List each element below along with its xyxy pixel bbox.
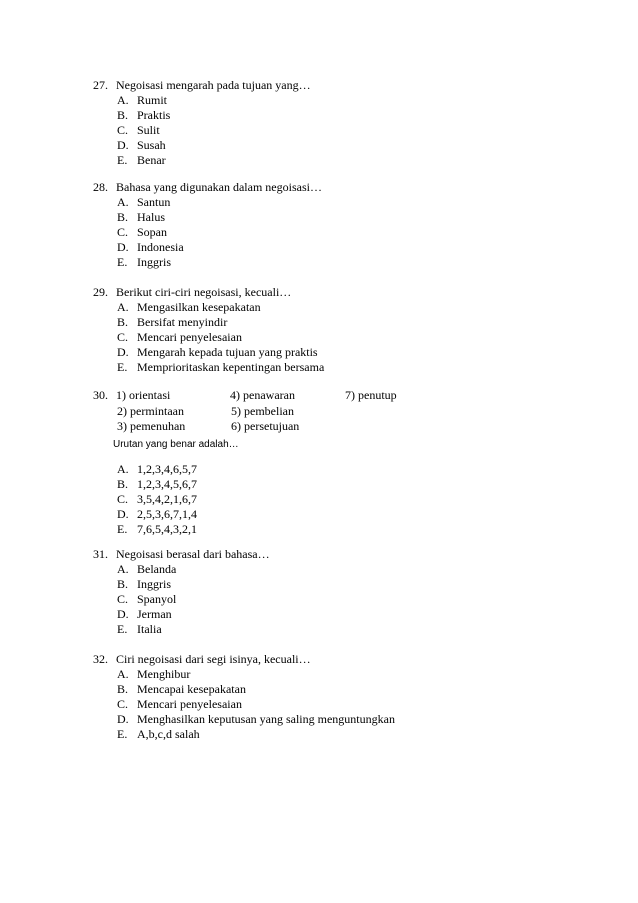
option-a bbox=[117, 462, 593, 477]
sequence-item: 2) permintaan bbox=[117, 403, 184, 418]
option-text: Mengarah kepada tujuan yang praktis bbox=[137, 345, 318, 359]
option-c bbox=[117, 330, 593, 345]
question-number: 30. bbox=[93, 388, 108, 402]
option-list bbox=[117, 300, 593, 375]
option-letter: D. bbox=[117, 240, 129, 254]
option-text: Bersifat menyindir bbox=[137, 315, 228, 329]
option-letter: C. bbox=[117, 225, 129, 239]
question-31 bbox=[93, 547, 593, 637]
option-letter: D. bbox=[117, 345, 129, 359]
question-28 bbox=[93, 180, 593, 270]
option-c bbox=[117, 225, 593, 240]
option-letter: E. bbox=[117, 521, 128, 536]
option-e bbox=[117, 153, 593, 168]
option-text: 1,2,3,4,5,6,7 bbox=[137, 476, 197, 491]
question-stem bbox=[93, 547, 593, 562]
option-a bbox=[117, 195, 593, 210]
option-d bbox=[117, 607, 593, 622]
option-e bbox=[117, 522, 593, 537]
option-text: Halus bbox=[137, 210, 165, 224]
option-a bbox=[117, 93, 593, 108]
sequence-row bbox=[93, 419, 593, 435]
option-d bbox=[117, 138, 593, 153]
sequence-item: 7) penutup bbox=[345, 388, 397, 402]
option-b bbox=[117, 108, 593, 123]
option-letter: E. bbox=[117, 622, 128, 636]
option-letter: A. bbox=[117, 562, 129, 576]
sequence-item: 6) persetujuan bbox=[231, 419, 300, 433]
option-letter: D. bbox=[117, 607, 129, 621]
sequence-row bbox=[93, 388, 593, 404]
option-text: Belanda bbox=[137, 562, 177, 576]
question-stem bbox=[93, 180, 593, 195]
sequence-item: 1) orientasi bbox=[116, 388, 171, 402]
option-text: Spanyol bbox=[137, 592, 177, 606]
option-text: Mencari penyelesaian bbox=[137, 330, 242, 344]
sequence-item: 4) penawaran bbox=[230, 388, 295, 402]
option-text: 7,6,5,4,3,2,1 bbox=[137, 521, 197, 536]
option-b bbox=[117, 477, 593, 492]
question-stem bbox=[93, 652, 593, 667]
question-stem bbox=[93, 285, 593, 300]
option-text: Sulit bbox=[137, 123, 160, 137]
option-letter: B. bbox=[117, 210, 129, 224]
option-letter: D. bbox=[117, 506, 129, 521]
option-letter: C. bbox=[117, 592, 129, 606]
sequence-row bbox=[93, 404, 593, 420]
question-number: 29. bbox=[93, 285, 108, 299]
option-text: Inggris bbox=[137, 577, 171, 591]
option-letter: C. bbox=[117, 491, 129, 506]
option-c bbox=[117, 492, 593, 507]
option-letter: E. bbox=[117, 727, 128, 741]
question-number: 27. bbox=[93, 78, 108, 92]
option-text: A,b,c,d salah bbox=[137, 727, 200, 741]
option-letter: A. bbox=[117, 195, 129, 209]
option-letter: B. bbox=[117, 682, 129, 696]
question-32 bbox=[93, 652, 593, 742]
question-text: Ciri negoisasi dari segi isinya, kecuali… bbox=[116, 652, 311, 666]
option-text: 2,5,3,6,7,1,4 bbox=[137, 506, 197, 521]
question-number: 28. bbox=[93, 180, 108, 194]
option-letter: B. bbox=[117, 315, 129, 329]
option-letter: B. bbox=[117, 476, 129, 491]
option-letter: C. bbox=[117, 123, 129, 137]
option-text: Menghibur bbox=[137, 667, 191, 681]
option-letter: A. bbox=[117, 461, 129, 476]
option-letter: A. bbox=[117, 667, 129, 681]
option-e bbox=[117, 727, 593, 742]
question-text: Negoisasi mengarah pada tujuan yang… bbox=[116, 78, 311, 92]
option-d bbox=[117, 712, 593, 727]
option-text: Mencapai kesepakatan bbox=[137, 682, 246, 696]
option-letter: C. bbox=[117, 697, 129, 711]
option-list bbox=[117, 562, 593, 637]
option-letter: A. bbox=[117, 93, 129, 107]
option-text: Jerman bbox=[137, 607, 172, 621]
sequence-item: 5) pembelian bbox=[231, 403, 294, 418]
option-text: Mencari penyelesaian bbox=[137, 697, 242, 711]
option-list bbox=[117, 462, 593, 537]
option-b bbox=[117, 315, 593, 330]
question-29 bbox=[93, 285, 593, 375]
option-text: Santun bbox=[137, 195, 171, 209]
option-list bbox=[117, 667, 593, 742]
option-letter: A. bbox=[117, 300, 129, 314]
question-text: Berikut ciri-ciri negoisasi, kecuali… bbox=[116, 285, 292, 299]
option-c bbox=[117, 592, 593, 607]
question-text: Negoisasi berasal dari bahasa… bbox=[116, 547, 270, 561]
option-letter: E. bbox=[117, 255, 128, 269]
option-text: Mengasilkan kesepakatan bbox=[137, 300, 261, 314]
question-number: 31. bbox=[93, 547, 108, 561]
option-letter: D. bbox=[117, 138, 129, 152]
option-text: Rumit bbox=[137, 93, 168, 107]
option-d bbox=[117, 507, 593, 522]
option-d bbox=[117, 345, 593, 360]
option-text: 3,5,4,2,1,6,7 bbox=[137, 491, 197, 506]
question-stem bbox=[93, 78, 593, 93]
option-c bbox=[117, 123, 593, 138]
sequence-item: 3) pemenuhan bbox=[117, 419, 186, 433]
option-b bbox=[117, 682, 593, 697]
option-letter: E. bbox=[117, 360, 128, 374]
option-letter: B. bbox=[117, 577, 129, 591]
option-text: Susah bbox=[137, 138, 166, 152]
option-list bbox=[117, 195, 593, 270]
option-text: Sopan bbox=[137, 225, 167, 239]
option-c bbox=[117, 697, 593, 712]
option-d bbox=[117, 240, 593, 255]
option-text: Italia bbox=[137, 622, 162, 636]
option-letter: D. bbox=[117, 712, 129, 726]
option-text: 1,2,3,4,6,5,7 bbox=[137, 461, 197, 476]
option-text: Memprioritaskan kepentingan bersama bbox=[137, 360, 325, 374]
question-text: Bahasa yang digunakan dalam negoisasi… bbox=[116, 180, 322, 194]
option-text: Benar bbox=[137, 153, 166, 167]
option-e bbox=[117, 360, 593, 375]
option-text: Indonesia bbox=[137, 240, 184, 254]
option-a bbox=[117, 300, 593, 315]
option-a bbox=[117, 562, 593, 577]
question-number: 32. bbox=[93, 652, 108, 666]
option-list bbox=[117, 93, 593, 168]
question-30 bbox=[93, 388, 593, 537]
option-a bbox=[117, 667, 593, 682]
option-letter: C. bbox=[117, 330, 129, 344]
option-e bbox=[117, 255, 593, 270]
question-instruction: Urutan yang benar adalah… bbox=[113, 438, 239, 450]
option-text: Praktis bbox=[137, 108, 171, 122]
option-e bbox=[117, 622, 593, 637]
question-27 bbox=[93, 78, 593, 168]
option-text: Inggris bbox=[137, 255, 171, 269]
option-text: Menghasilkan keputusan yang saling menguntungkan bbox=[137, 712, 395, 726]
option-letter: B. bbox=[117, 108, 129, 122]
option-b bbox=[117, 577, 593, 592]
option-letter: E. bbox=[117, 153, 128, 167]
option-b bbox=[117, 210, 593, 225]
